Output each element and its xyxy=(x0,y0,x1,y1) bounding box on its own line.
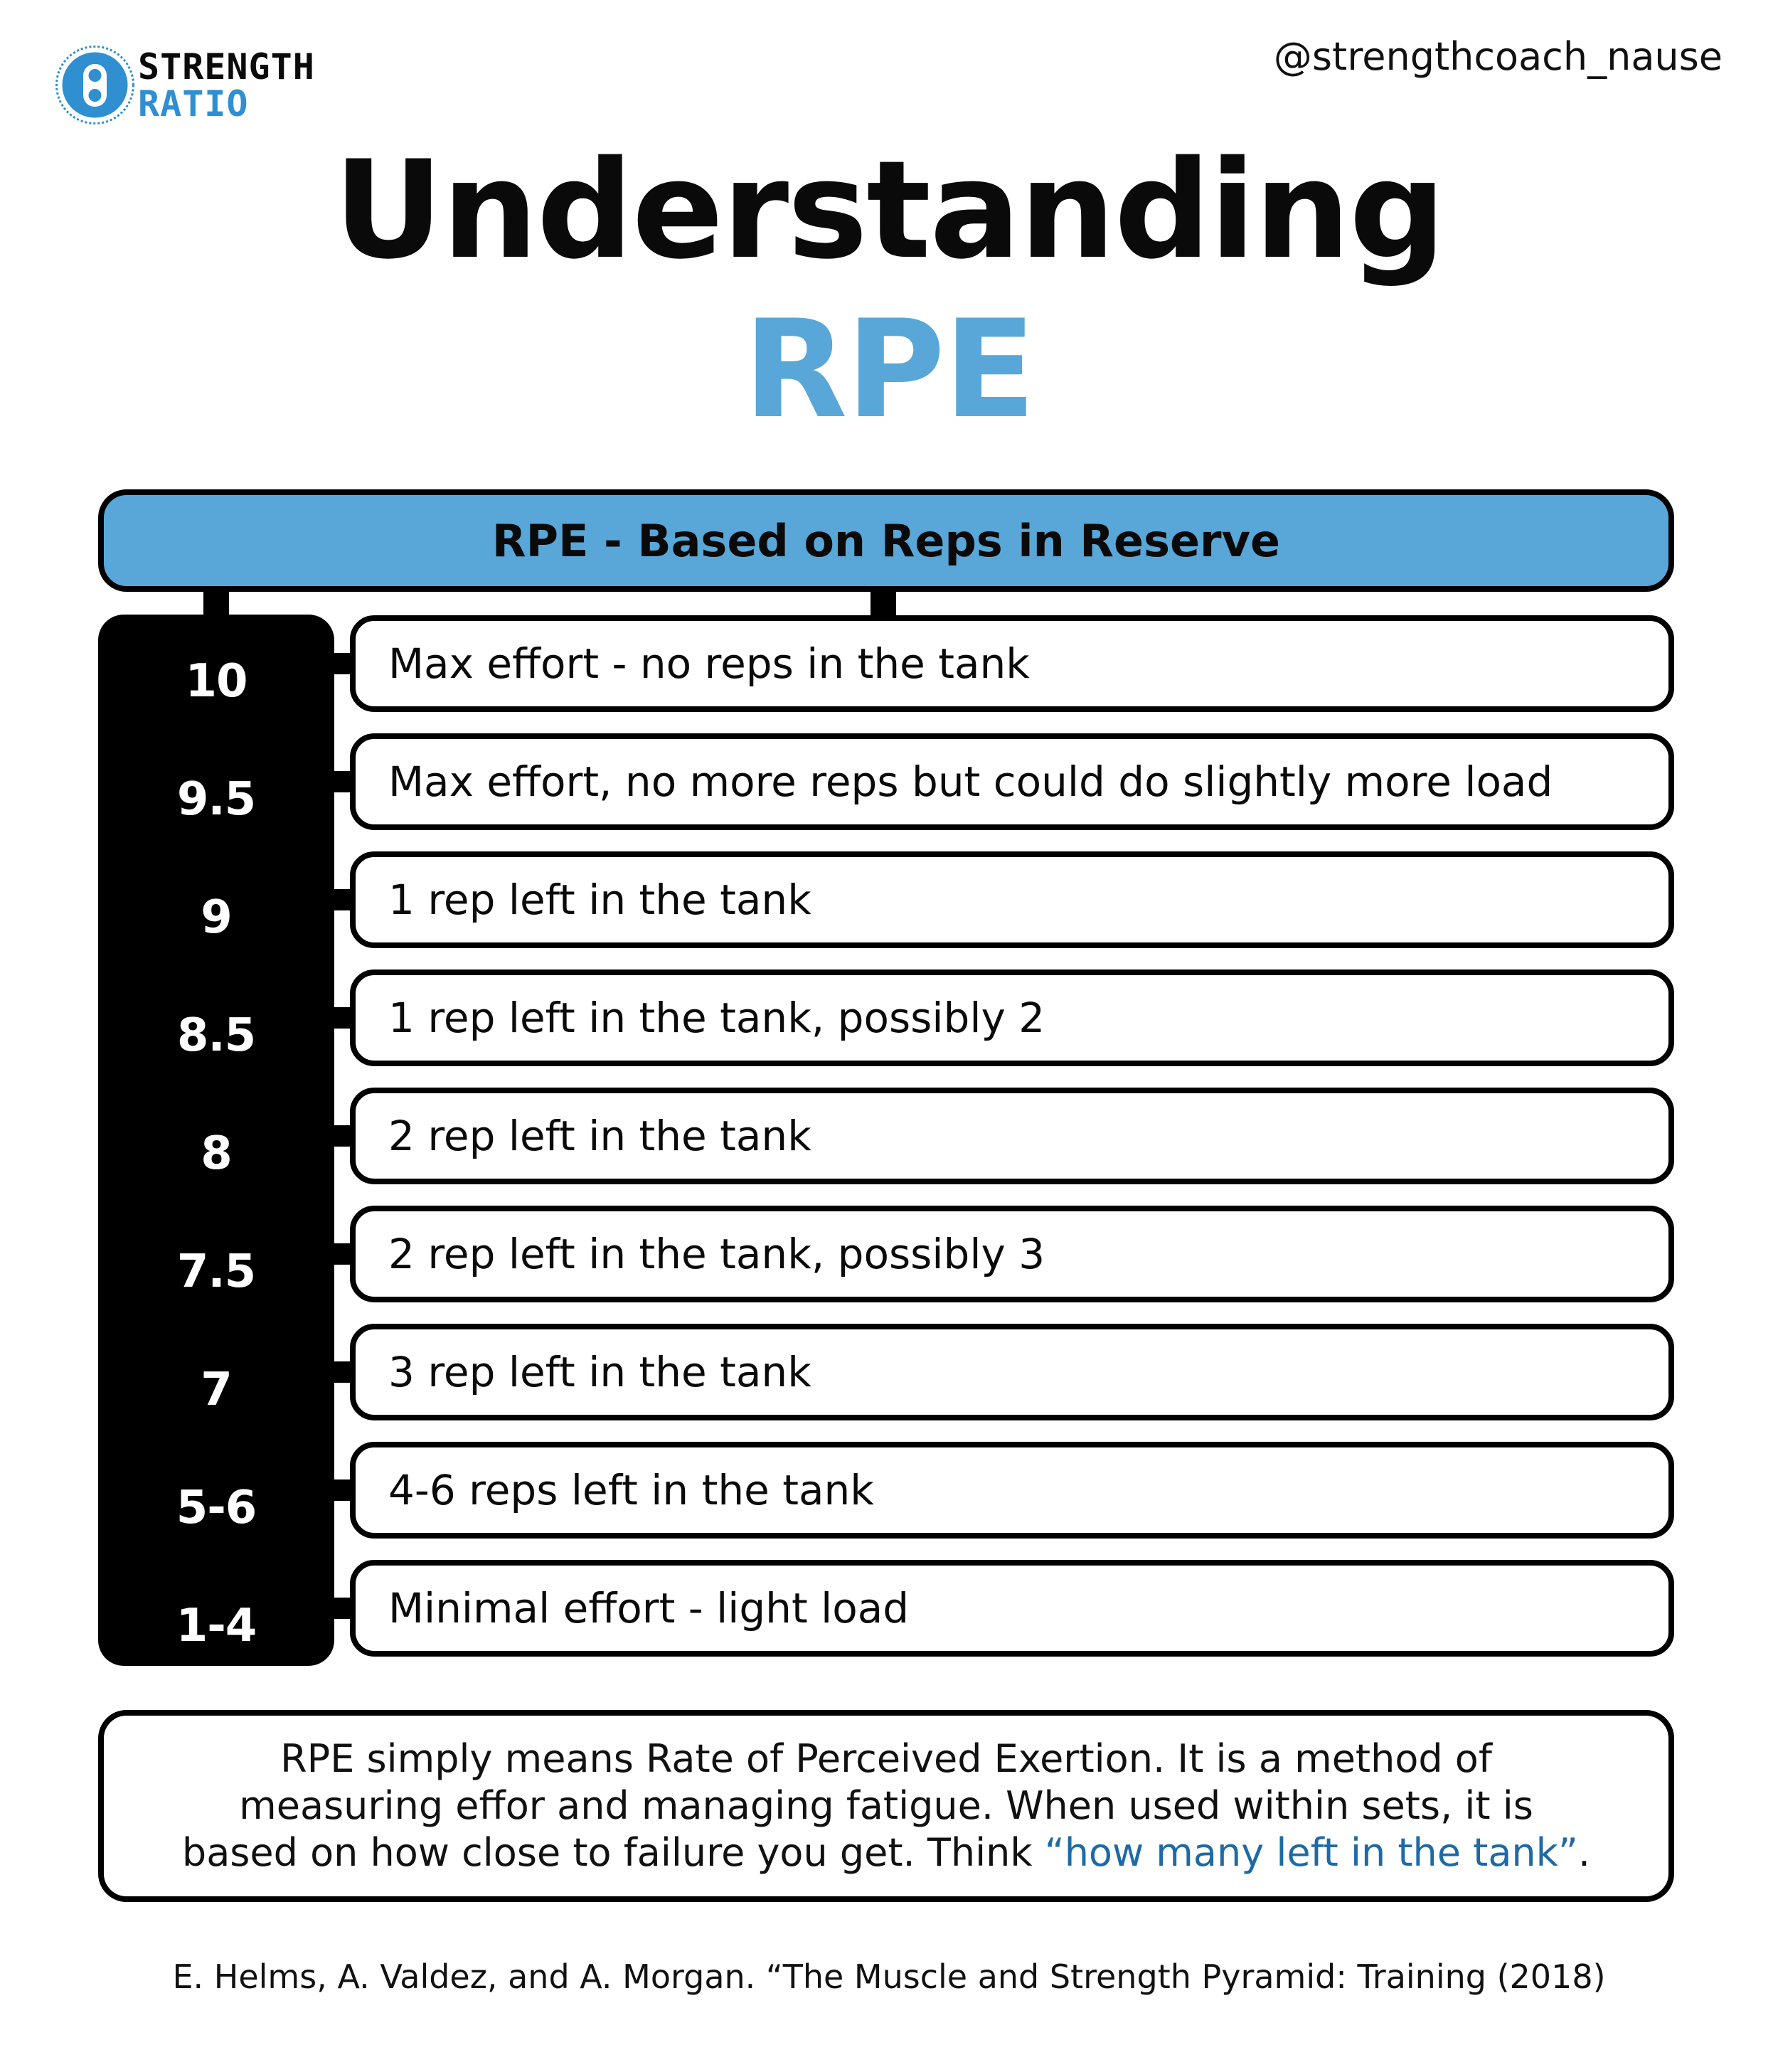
table-row xyxy=(350,733,1674,830)
table-row xyxy=(350,1324,1674,1420)
table-row xyxy=(350,1442,1674,1539)
rpe-value: 8 xyxy=(201,1127,232,1180)
page-title-accent: RPE xyxy=(743,291,1035,448)
rpe-value: 8.5 xyxy=(176,1009,256,1062)
rpe-value: 7.5 xyxy=(176,1245,256,1298)
rpe-value: 9 xyxy=(201,891,232,944)
strength-ratio-logo xyxy=(54,44,353,126)
rpe-value: 9.5 xyxy=(176,773,256,826)
logo-line-ratio: RATIO xyxy=(138,83,249,124)
rpe-description: Max effort, no more reps but could do slightly more load xyxy=(388,758,1553,806)
rpe-description: 2 rep left in the tank xyxy=(388,1112,811,1160)
rpe-description: 3 rep left in the tank xyxy=(388,1348,811,1396)
rpe-value: 7 xyxy=(201,1364,232,1416)
logo-mark-icon xyxy=(54,44,136,126)
rpe-description: 1 rep left in the tank, possibly 2 xyxy=(388,994,1045,1042)
explanation-line-1: RPE simply means Rate of Perceived Exertion. It is a method of xyxy=(280,1736,1492,1781)
rpe-value: 1-4 xyxy=(176,1600,257,1652)
logo-wordmark xyxy=(138,48,315,122)
explanation-line-3-text: based on how close to failure you get. Think xyxy=(181,1830,1045,1875)
table-row xyxy=(350,851,1674,948)
rpe-description: Minimal effort - light load xyxy=(388,1584,910,1632)
table-row xyxy=(350,969,1674,1066)
table-row xyxy=(350,1088,1674,1184)
rpe-value: 10 xyxy=(185,655,247,708)
rpe-description: 4-6 reps left in the tank xyxy=(388,1466,874,1514)
explanation-box xyxy=(98,1710,1674,1902)
explanation-quote: “how many left in the tank” xyxy=(1044,1830,1578,1875)
citation: E. Helms, A. Valdez, and A. Morgan. “The Muscle and Strength Pyramid: Training (2018) xyxy=(172,1957,1606,1996)
header-connector-middle xyxy=(871,590,896,619)
logo-line-strength: STRENGTH xyxy=(138,46,315,87)
explanation-line-3 xyxy=(182,1829,1590,1876)
table-row xyxy=(350,615,1674,712)
rpe-scale-column xyxy=(98,615,334,1666)
explanation-line-2: measuring effor and managing fatigue. When used within sets, it is xyxy=(239,1783,1533,1828)
table-header-label: RPE - Based on Reps in Reserve xyxy=(491,514,1281,567)
page-title: Understanding xyxy=(334,132,1444,289)
rpe-description: 1 rep left in the tank xyxy=(388,876,811,924)
rpe-description: 2 rep left in the tank, possibly 3 xyxy=(388,1230,1045,1278)
explanation-line-3-end: . xyxy=(1577,1830,1591,1875)
rpe-value: 5-6 xyxy=(176,1482,257,1534)
table-row xyxy=(350,1206,1674,1302)
table-header xyxy=(98,489,1674,592)
rpe-description: Max effort - no reps in the tank xyxy=(388,639,1030,688)
explanation-text xyxy=(182,1736,1590,1876)
table-row xyxy=(350,1560,1674,1657)
social-handle: @strengthcoach_nause xyxy=(1273,34,1723,79)
